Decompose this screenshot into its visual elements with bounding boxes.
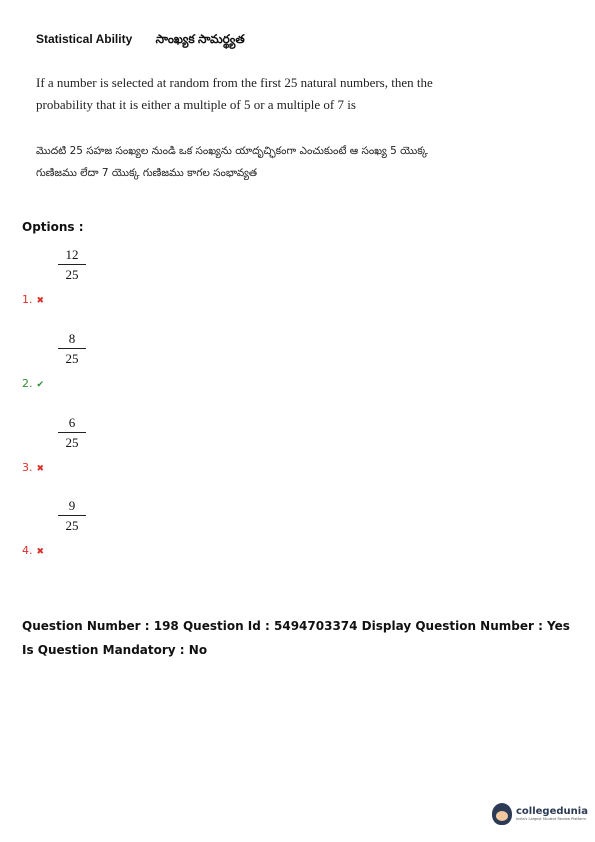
section-label: Statistical Ability — [36, 32, 133, 46]
option-2[interactable] — [22, 330, 142, 390]
option-4-denominator: 25 — [65, 518, 79, 533]
fraction-bar — [58, 432, 86, 433]
option-1-numerator: 12 — [65, 247, 79, 262]
option-3[interactable] — [22, 414, 142, 474]
option-3-denominator: 25 — [65, 435, 79, 450]
cross-icon: ✖ — [36, 296, 45, 306]
question-text-telugu: మొదటి 25 సహజ సంఖ్యల నుండి ఒక సంఖ్యను యాదృచ్ఛికంగా ఎంచుకుంటే ఆ సంఖ్య 5 యొక్క గుణిజము లేదా 7 యొక్క గుణిజము కాగల సంభావ్యత — [36, 145, 428, 179]
option-4-number: 4. ✖ — [22, 544, 45, 557]
option-1-denominator: 25 — [65, 267, 79, 282]
option-1[interactable] — [22, 246, 142, 306]
option-2-numerator: 8 — [68, 331, 76, 346]
question-text-english: If a number is selected at random from the first 25 natural numbers, then the probability that it is either a multiple of 5 or a multiple of 7 is — [36, 75, 433, 112]
check-icon: ✔ — [36, 380, 45, 390]
section-header — [36, 32, 245, 49]
option-4-numerator: 9 — [68, 498, 76, 513]
option-2-denominator: 25 — [65, 351, 79, 366]
question-metadata: Question Number : 198 Question Id : 5494703374 Display Question Number : Yes Is Question Mandatory : No — [22, 619, 570, 657]
option-3-fraction — [58, 414, 86, 451]
fraction-bar — [58, 348, 86, 349]
option-3-numerator: 6 — [68, 415, 76, 430]
option-2-number: 2. ✔ — [22, 377, 45, 390]
cross-icon: ✖ — [36, 547, 45, 557]
section-label-telugu: సాంఖ్యక సామర్థ్యత — [155, 32, 245, 46]
mascot-icon — [492, 803, 512, 825]
collegedunia-logo — [492, 800, 588, 828]
fraction-bar — [58, 264, 86, 265]
logo-tagline: India's Largest Student Review Platform — [516, 817, 586, 821]
option-2-fraction — [58, 330, 86, 367]
option-4[interactable] — [22, 497, 142, 557]
option-1-fraction — [58, 246, 86, 283]
option-4-fraction — [58, 497, 86, 534]
fraction-bar — [58, 515, 86, 516]
option-1-number: 1. ✖ — [22, 293, 45, 306]
cross-icon: ✖ — [36, 464, 45, 474]
logo-name: collegedunia — [516, 806, 588, 817]
options-title: Options : — [22, 220, 84, 234]
option-3-number: 3. ✖ — [22, 461, 45, 474]
